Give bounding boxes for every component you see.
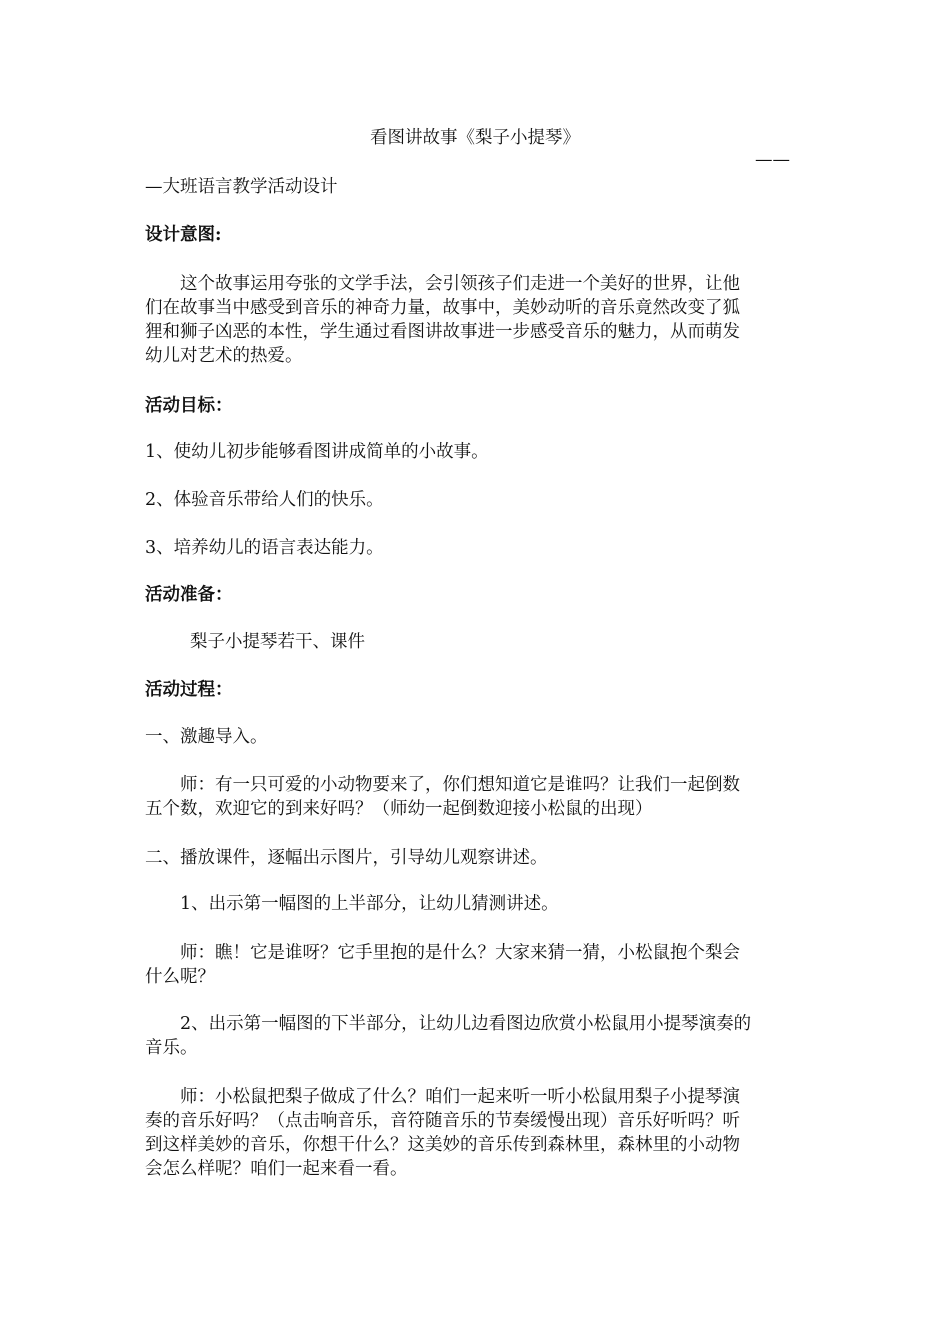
intent-line: 幼儿对艺术的热爱。 <box>145 346 303 366</box>
document-title: 看图讲故事《梨子小提琴》 <box>370 128 580 148</box>
process-substep: 1、出示第一幅图的上半部分，让幼儿猜测讲述。 <box>180 894 559 914</box>
process-text: 师：瞧！它是谁呀？它手里抱的是什么？大家来猜一猜，小松鼠抱个梨会 <box>180 943 740 963</box>
document-subtitle: —大班语言教学活动设计 <box>145 177 338 197</box>
intent-line: 狸和狮子凶恶的本性，学生通过看图讲故事进一步感受音乐的魅力，从而萌发 <box>145 322 740 342</box>
title-dash: —— <box>755 150 790 170</box>
heading-goals: 活动目标： <box>145 396 233 416</box>
process-text: 会怎么样呢？咱们一起来看一看。 <box>145 1159 408 1179</box>
process-text: 到这样美妙的音乐，你想干什么？这美妙的音乐传到森林里，森林里的小动物 <box>145 1135 740 1155</box>
goal-item: 2、体验音乐带给人们的快乐。 <box>145 490 384 510</box>
heading-process: 活动过程： <box>145 680 233 700</box>
process-step: 一、激趣导入。 <box>145 727 268 747</box>
process-step: 二、播放课件，逐幅出示图片，引导幼儿观察讲述。 <box>145 848 548 868</box>
goal-item: 3、培养幼儿的语言表达能力。 <box>145 538 384 558</box>
heading-design-intent: 设计意图: <box>145 225 222 245</box>
goal-item: 1、使幼儿初步能够看图讲成简单的小故事。 <box>145 442 489 462</box>
preparation-text: 梨子小提琴若干、课件 <box>190 632 365 652</box>
intent-line: 这个故事运用夸张的文学手法，会引领孩子们走进一个美好的世界，让他 <box>180 274 740 294</box>
process-text: 奏的音乐好吗？（点击响音乐，音符随音乐的节奏缓慢出现）音乐好听吗？听 <box>145 1111 740 1131</box>
heading-preparation: 活动准备： <box>145 585 233 605</box>
intent-line: 们在故事当中感受到音乐的神奇力量，故事中，美妙动听的音乐竟然改变了狐 <box>145 298 740 318</box>
process-text: 什么呢？ <box>145 967 215 987</box>
process-text: 师：有一只可爱的小动物要来了，你们想知道它是谁吗？让我们一起倒数 <box>180 775 740 795</box>
process-text: 师：小松鼠把梨子做成了什么？咱们一起来听一听小松鼠用梨子小提琴演 <box>180 1087 740 1107</box>
process-substep: 2、出示第一幅图的下半部分，让幼儿边看图边欣赏小松鼠用小提琴演奏的 <box>180 1014 752 1034</box>
process-substep: 音乐。 <box>145 1038 198 1058</box>
process-text: 五个数，欢迎它的到来好吗？（师幼一起倒数迎接小松鼠的出现） <box>145 799 653 819</box>
